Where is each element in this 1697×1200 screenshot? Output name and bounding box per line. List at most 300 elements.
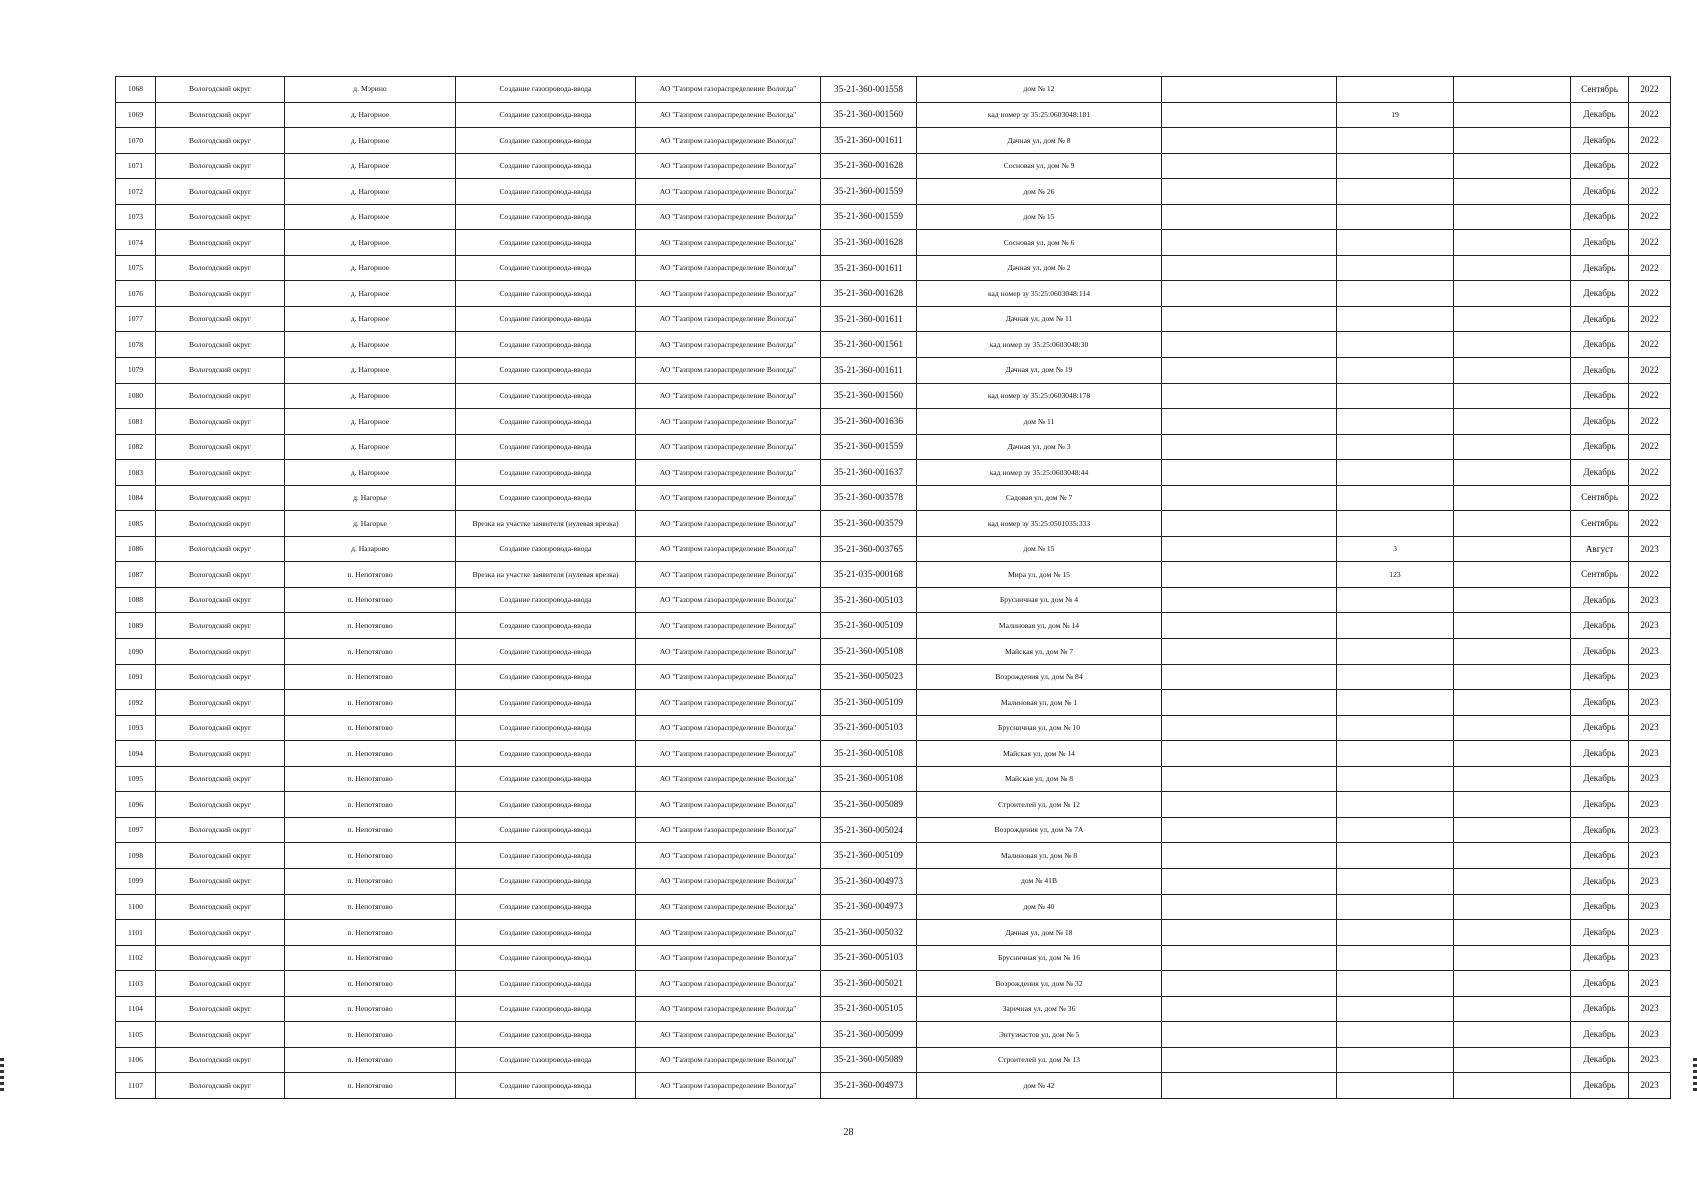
cell-district: Вологодский округ xyxy=(156,894,285,920)
cell-project-code: 35-21-360-001628 xyxy=(821,153,917,179)
cell-project-code: 35-21-360-005103 xyxy=(821,587,917,613)
cell-row-number: 1094 xyxy=(116,741,156,767)
cell-month: Декабрь xyxy=(1571,587,1629,613)
cell-extra-col-2 xyxy=(1454,817,1571,843)
cell-year: 2022 xyxy=(1629,281,1671,307)
cell-address: Брусничная ул, дом № 16 xyxy=(917,945,1162,971)
cell-district: Вологодский округ xyxy=(156,281,285,307)
cell-year: 2022 xyxy=(1629,153,1671,179)
cell-address: Сосновая ул, дом № 9 xyxy=(917,153,1162,179)
cell-settlement: д. Нагорное xyxy=(285,255,456,281)
cell-address: Малиновая ул, дом № 14 xyxy=(917,613,1162,639)
cell-quantity xyxy=(1337,204,1454,230)
cell-address: дом № 12 xyxy=(917,77,1162,103)
cell-month: Декабрь xyxy=(1571,1047,1629,1073)
cell-month: Декабрь xyxy=(1571,741,1629,767)
cell-quantity xyxy=(1337,306,1454,332)
cell-extra-col-2 xyxy=(1454,843,1571,869)
cell-row-number: 1091 xyxy=(116,664,156,690)
cell-row-number: 1070 xyxy=(116,128,156,154)
cell-address: Сосновая ул, дом № 6 xyxy=(917,230,1162,256)
table-row xyxy=(116,843,1671,869)
table-row xyxy=(116,485,1671,511)
cell-year: 2023 xyxy=(1629,766,1671,792)
cell-organization: АО "Газпром газораспределение Вологда" xyxy=(636,102,821,128)
cell-settlement: д. Нагорное xyxy=(285,102,456,128)
cell-settlement: д. Нагорное xyxy=(285,383,456,409)
cell-district: Вологодский округ xyxy=(156,485,285,511)
cell-district: Вологодский округ xyxy=(156,690,285,716)
cell-row-number: 1088 xyxy=(116,587,156,613)
cell-settlement: д. Нагорное xyxy=(285,153,456,179)
cell-work-type: Создание газопровода-ввода xyxy=(456,358,636,384)
cell-project-code: 35-21-360-005089 xyxy=(821,1047,917,1073)
cell-organization: АО "Газпром газораспределение Вологда" xyxy=(636,792,821,818)
table-row xyxy=(116,894,1671,920)
cell-year: 2023 xyxy=(1629,1047,1671,1073)
cell-year: 2022 xyxy=(1629,306,1671,332)
cell-row-number: 1086 xyxy=(116,536,156,562)
cell-quantity xyxy=(1337,894,1454,920)
cell-district: Вологодский округ xyxy=(156,536,285,562)
cell-work-type: Создание газопровода-ввода xyxy=(456,792,636,818)
cell-address: Дачная ул, дом № 19 xyxy=(917,358,1162,384)
cell-quantity xyxy=(1337,843,1454,869)
cell-district: Вологодский округ xyxy=(156,204,285,230)
cell-row-number: 1087 xyxy=(116,562,156,588)
cell-organization: АО "Газпром газораспределение Вологда" xyxy=(636,230,821,256)
cell-month: Декабрь xyxy=(1571,664,1629,690)
cell-settlement: п. Непотягово xyxy=(285,766,456,792)
cell-row-number: 1093 xyxy=(116,715,156,741)
cell-project-code: 35-21-360-005089 xyxy=(821,792,917,818)
cell-address: кад номер зу 35:25:0603048:178 xyxy=(917,383,1162,409)
cell-work-type: Создание газопровода-ввода xyxy=(456,613,636,639)
cell-row-number: 1080 xyxy=(116,383,156,409)
cell-organization: АО "Газпром газораспределение Вологда" xyxy=(636,460,821,486)
table-row xyxy=(116,639,1671,665)
cell-quantity xyxy=(1337,639,1454,665)
cell-settlement: д. Нагорное xyxy=(285,281,456,307)
cell-row-number: 1071 xyxy=(116,153,156,179)
cell-address: Садовая ул, дом № 7 xyxy=(917,485,1162,511)
cell-address: Возрождения ул, дом № 32 xyxy=(917,971,1162,997)
cell-organization: АО "Газпром газораспределение Вологда" xyxy=(636,766,821,792)
cell-district: Вологодский округ xyxy=(156,1047,285,1073)
cell-quantity xyxy=(1337,766,1454,792)
cell-address: Заречная ул, дом № 36 xyxy=(917,996,1162,1022)
cell-extra-col-1 xyxy=(1162,536,1337,562)
cell-month: Декабрь xyxy=(1571,792,1629,818)
cell-project-code: 35-21-360-005109 xyxy=(821,843,917,869)
cell-extra-col-1 xyxy=(1162,894,1337,920)
cell-settlement: п. Непотягово xyxy=(285,690,456,716)
cell-month: Сентябрь xyxy=(1571,485,1629,511)
cell-project-code: 35-21-360-001559 xyxy=(821,204,917,230)
cell-organization: АО "Газпром газораспределение Вологда" xyxy=(636,843,821,869)
cell-extra-col-2 xyxy=(1454,511,1571,537)
cell-work-type: Врезка на участке заявителя (нулевая врезка) xyxy=(456,511,636,537)
cell-quantity xyxy=(1337,817,1454,843)
cell-project-code: 35-21-360-001637 xyxy=(821,460,917,486)
cell-settlement: д. Нагорье xyxy=(285,485,456,511)
cell-organization: АО "Газпром газораспределение Вологда" xyxy=(636,664,821,690)
cell-organization: АО "Газпром газораспределение Вологда" xyxy=(636,1047,821,1073)
cell-month: Декабрь xyxy=(1571,255,1629,281)
cell-district: Вологодский округ xyxy=(156,1022,285,1048)
cell-district: Вологодский округ xyxy=(156,562,285,588)
table-row xyxy=(116,255,1671,281)
cell-work-type: Создание газопровода-ввода xyxy=(456,536,636,562)
cell-settlement: п. Непотягово xyxy=(285,639,456,665)
cell-district: Вологодский округ xyxy=(156,613,285,639)
table-row xyxy=(116,868,1671,894)
cell-month: Сентябрь xyxy=(1571,511,1629,537)
cell-settlement: п. Непотягово xyxy=(285,613,456,639)
cell-row-number: 1107 xyxy=(116,1073,156,1099)
cell-district: Вологодский округ xyxy=(156,715,285,741)
cell-extra-col-2 xyxy=(1454,587,1571,613)
cell-quantity xyxy=(1337,868,1454,894)
cell-extra-col-2 xyxy=(1454,690,1571,716)
cell-extra-col-2 xyxy=(1454,332,1571,358)
cell-settlement: п. Непотягово xyxy=(285,868,456,894)
cell-quantity xyxy=(1337,485,1454,511)
table-row xyxy=(116,1073,1671,1099)
cell-organization: АО "Газпром газораспределение Вологда" xyxy=(636,868,821,894)
cell-project-code: 35-21-360-005109 xyxy=(821,613,917,639)
cell-organization: АО "Газпром газораспределение Вологда" xyxy=(636,409,821,435)
cell-address: Майская ул, дом № 7 xyxy=(917,639,1162,665)
cell-month: Декабрь xyxy=(1571,128,1629,154)
cell-extra-col-2 xyxy=(1454,485,1571,511)
cell-address: кад номер зу 35:25:0603048:30 xyxy=(917,332,1162,358)
cell-year: 2023 xyxy=(1629,971,1671,997)
cell-district: Вологодский округ xyxy=(156,230,285,256)
cell-extra-col-1 xyxy=(1162,690,1337,716)
cell-month: Декабрь xyxy=(1571,868,1629,894)
cell-extra-col-1 xyxy=(1162,868,1337,894)
cell-work-type: Создание газопровода-ввода xyxy=(456,920,636,946)
table-row xyxy=(116,409,1671,435)
cell-quantity xyxy=(1337,383,1454,409)
cell-year: 2022 xyxy=(1629,562,1671,588)
cell-organization: АО "Газпром газораспределение Вологда" xyxy=(636,383,821,409)
cell-organization: АО "Газпром газораспределение Вологда" xyxy=(636,179,821,205)
cell-settlement: п. Непотягово xyxy=(285,715,456,741)
cell-quantity: 3 xyxy=(1337,536,1454,562)
cell-district: Вологодский округ xyxy=(156,945,285,971)
cell-work-type: Создание газопровода-ввода xyxy=(456,204,636,230)
cell-district: Вологодский округ xyxy=(156,255,285,281)
cell-row-number: 1103 xyxy=(116,971,156,997)
table-row xyxy=(116,358,1671,384)
cell-work-type: Создание газопровода-ввода xyxy=(456,409,636,435)
cell-project-code: 35-21-360-003579 xyxy=(821,511,917,537)
cell-work-type: Создание газопровода-ввода xyxy=(456,843,636,869)
cell-project-code: 35-21-360-001560 xyxy=(821,383,917,409)
cell-address: дом № 15 xyxy=(917,536,1162,562)
cell-month: Декабрь xyxy=(1571,409,1629,435)
cell-extra-col-2 xyxy=(1454,1047,1571,1073)
cell-address: кад номер зу 35:25:0603048:114 xyxy=(917,281,1162,307)
cell-settlement: п. Непотягово xyxy=(285,792,456,818)
cell-extra-col-1 xyxy=(1162,920,1337,946)
cell-quantity xyxy=(1337,715,1454,741)
cell-address: Строителей ул, дом № 13 xyxy=(917,1047,1162,1073)
table-row xyxy=(116,613,1671,639)
cell-work-type: Создание газопровода-ввода xyxy=(456,715,636,741)
cell-work-type: Создание газопровода-ввода xyxy=(456,485,636,511)
cell-work-type: Создание газопровода-ввода xyxy=(456,741,636,767)
cell-month: Декабрь xyxy=(1571,894,1629,920)
cell-month: Август xyxy=(1571,536,1629,562)
cell-project-code: 35-21-360-005109 xyxy=(821,690,917,716)
table-row xyxy=(116,332,1671,358)
cell-organization: АО "Газпром газораспределение Вологда" xyxy=(636,281,821,307)
cell-district: Вологодский округ xyxy=(156,766,285,792)
cell-quantity xyxy=(1337,971,1454,997)
cell-quantity xyxy=(1337,409,1454,435)
cell-extra-col-1 xyxy=(1162,741,1337,767)
cell-settlement: д. Нагорное xyxy=(285,409,456,435)
cell-month: Декабрь xyxy=(1571,306,1629,332)
cell-year: 2023 xyxy=(1629,868,1671,894)
table-row xyxy=(116,281,1671,307)
cell-row-number: 1098 xyxy=(116,843,156,869)
cell-extra-col-2 xyxy=(1454,920,1571,946)
cell-row-number: 1072 xyxy=(116,179,156,205)
cell-quantity xyxy=(1337,1073,1454,1099)
cell-extra-col-1 xyxy=(1162,332,1337,358)
cell-year: 2023 xyxy=(1629,945,1671,971)
cell-work-type: Врезка на участке заявителя (нулевая врезка) xyxy=(456,562,636,588)
cell-year: 2022 xyxy=(1629,255,1671,281)
cell-organization: АО "Газпром газораспределение Вологда" xyxy=(636,894,821,920)
cell-month: Декабрь xyxy=(1571,383,1629,409)
cell-extra-col-1 xyxy=(1162,562,1337,588)
table-row xyxy=(116,102,1671,128)
cell-year: 2022 xyxy=(1629,460,1671,486)
cell-quantity: 123 xyxy=(1337,562,1454,588)
cell-extra-col-1 xyxy=(1162,639,1337,665)
cell-address: дом № 11 xyxy=(917,409,1162,435)
cell-organization: АО "Газпром газораспределение Вологда" xyxy=(636,511,821,537)
cell-year: 2022 xyxy=(1629,358,1671,384)
cell-year: 2022 xyxy=(1629,77,1671,103)
cell-settlement: д. Нагорное xyxy=(285,306,456,332)
cell-project-code: 35-21-360-005023 xyxy=(821,664,917,690)
cell-organization: АО "Газпром газораспределение Вологда" xyxy=(636,1073,821,1099)
cell-extra-col-1 xyxy=(1162,1022,1337,1048)
cell-address: дом № 42 xyxy=(917,1073,1162,1099)
table-row xyxy=(116,766,1671,792)
cell-extra-col-1 xyxy=(1162,306,1337,332)
table-row xyxy=(116,741,1671,767)
cell-extra-col-2 xyxy=(1454,536,1571,562)
cell-organization: АО "Газпром газораспределение Вологда" xyxy=(636,639,821,665)
cell-project-code: 35-21-360-005108 xyxy=(821,766,917,792)
cell-quantity xyxy=(1337,460,1454,486)
cell-district: Вологодский округ xyxy=(156,843,285,869)
cell-address: Дачная ул, дом № 18 xyxy=(917,920,1162,946)
cell-district: Вологодский округ xyxy=(156,153,285,179)
cell-organization: АО "Газпром газораспределение Вологда" xyxy=(636,204,821,230)
cell-organization: АО "Газпром газораспределение Вологда" xyxy=(636,920,821,946)
cell-work-type: Создание газопровода-ввода xyxy=(456,460,636,486)
cell-extra-col-2 xyxy=(1454,1022,1571,1048)
cell-project-code: 35-21-360-003765 xyxy=(821,536,917,562)
cell-extra-col-2 xyxy=(1454,255,1571,281)
cell-year: 2022 xyxy=(1629,332,1671,358)
cell-settlement: п. Непотягово xyxy=(285,894,456,920)
cell-district: Вологодский округ xyxy=(156,639,285,665)
cell-quantity xyxy=(1337,332,1454,358)
cell-year: 2022 xyxy=(1629,179,1671,205)
cell-work-type: Создание газопровода-ввода xyxy=(456,894,636,920)
cell-address: Малиновая ул, дом № 8 xyxy=(917,843,1162,869)
cell-district: Вологодский округ xyxy=(156,741,285,767)
cell-work-type: Создание газопровода-ввода xyxy=(456,306,636,332)
cell-year: 2023 xyxy=(1629,1022,1671,1048)
cell-extra-col-2 xyxy=(1454,383,1571,409)
cell-settlement: д. Нагорное xyxy=(285,434,456,460)
cell-settlement: п. Непотягово xyxy=(285,920,456,946)
cell-organization: АО "Газпром газораспределение Вологда" xyxy=(636,817,821,843)
cell-settlement: д. Нагорное xyxy=(285,358,456,384)
cell-extra-col-2 xyxy=(1454,894,1571,920)
cell-month: Декабрь xyxy=(1571,1022,1629,1048)
cell-address: Майская ул, дом № 8 xyxy=(917,766,1162,792)
cell-district: Вологодский округ xyxy=(156,409,285,435)
cell-extra-col-1 xyxy=(1162,613,1337,639)
cell-quantity xyxy=(1337,690,1454,716)
table-row xyxy=(116,690,1671,716)
table-row xyxy=(116,587,1671,613)
cell-extra-col-1 xyxy=(1162,204,1337,230)
cell-extra-col-2 xyxy=(1454,971,1571,997)
cell-address: Дачная ул, дом № 3 xyxy=(917,434,1162,460)
cell-row-number: 1095 xyxy=(116,766,156,792)
cell-year: 2022 xyxy=(1629,128,1671,154)
cell-row-number: 1089 xyxy=(116,613,156,639)
cell-extra-col-1 xyxy=(1162,255,1337,281)
cell-district: Вологодский округ xyxy=(156,511,285,537)
cell-extra-col-2 xyxy=(1454,128,1571,154)
cell-row-number: 1100 xyxy=(116,894,156,920)
cell-month: Декабрь xyxy=(1571,639,1629,665)
table-row xyxy=(116,306,1671,332)
cell-organization: АО "Газпром газораспределение Вологда" xyxy=(636,945,821,971)
cell-settlement: д. Назарово xyxy=(285,536,456,562)
cell-address: Брусничная ул, дом № 10 xyxy=(917,715,1162,741)
cell-extra-col-2 xyxy=(1454,613,1571,639)
cell-project-code: 35-21-360-005108 xyxy=(821,639,917,665)
cell-project-code: 35-21-360-001611 xyxy=(821,358,917,384)
cell-extra-col-1 xyxy=(1162,945,1337,971)
cell-extra-col-1 xyxy=(1162,153,1337,179)
cell-address: Майская ул, дом № 14 xyxy=(917,741,1162,767)
cell-quantity xyxy=(1337,1047,1454,1073)
cell-extra-col-2 xyxy=(1454,434,1571,460)
cell-district: Вологодский округ xyxy=(156,102,285,128)
cell-year: 2023 xyxy=(1629,792,1671,818)
cell-year: 2023 xyxy=(1629,613,1671,639)
cell-quantity xyxy=(1337,920,1454,946)
cell-work-type: Создание газопровода-ввода xyxy=(456,664,636,690)
cell-project-code: 35-21-360-005099 xyxy=(821,1022,917,1048)
table-row xyxy=(116,817,1671,843)
cell-year: 2023 xyxy=(1629,843,1671,869)
cell-month: Декабрь xyxy=(1571,358,1629,384)
cell-extra-col-1 xyxy=(1162,102,1337,128)
cell-organization: АО "Газпром газораспределение Вологда" xyxy=(636,562,821,588)
cell-address: дом № 15 xyxy=(917,204,1162,230)
table-row xyxy=(116,945,1671,971)
table-row xyxy=(116,511,1671,537)
cell-settlement: п. Непотягово xyxy=(285,664,456,690)
cell-year: 2023 xyxy=(1629,741,1671,767)
cell-district: Вологодский округ xyxy=(156,332,285,358)
cell-quantity xyxy=(1337,511,1454,537)
cell-project-code: 35-21-360-005032 xyxy=(821,920,917,946)
cell-settlement: д. Нагорное xyxy=(285,332,456,358)
cell-organization: АО "Газпром газораспределение Вологда" xyxy=(636,153,821,179)
cell-extra-col-2 xyxy=(1454,664,1571,690)
cell-address: кад номер зу 35:25:0603048:44 xyxy=(917,460,1162,486)
cell-settlement: п. Непотягово xyxy=(285,741,456,767)
cell-project-code: 35-21-360-005021 xyxy=(821,971,917,997)
cell-work-type: Создание газопровода-ввода xyxy=(456,817,636,843)
cell-work-type: Создание газопровода-ввода xyxy=(456,434,636,460)
margin-mark-left xyxy=(0,1058,4,1092)
cell-organization: АО "Газпром газораспределение Вологда" xyxy=(636,536,821,562)
cell-project-code: 35-21-360-003578 xyxy=(821,485,917,511)
cell-month: Декабрь xyxy=(1571,281,1629,307)
cell-row-number: 1074 xyxy=(116,230,156,256)
cell-work-type: Создание газопровода-ввода xyxy=(456,996,636,1022)
cell-year: 2023 xyxy=(1629,639,1671,665)
cell-work-type: Создание газопровода-ввода xyxy=(456,255,636,281)
cell-month: Декабрь xyxy=(1571,971,1629,997)
cell-extra-col-2 xyxy=(1454,460,1571,486)
cell-extra-col-2 xyxy=(1454,996,1571,1022)
cell-year: 2022 xyxy=(1629,409,1671,435)
cell-extra-col-1 xyxy=(1162,358,1337,384)
cell-address: Возрождения ул, дом № 7А xyxy=(917,817,1162,843)
cell-quantity xyxy=(1337,996,1454,1022)
cell-work-type: Создание газопровода-ввода xyxy=(456,128,636,154)
cell-organization: АО "Газпром газораспределение Вологда" xyxy=(636,485,821,511)
cell-organization: АО "Газпром газораспределение Вологда" xyxy=(636,996,821,1022)
cell-extra-col-2 xyxy=(1454,766,1571,792)
cell-address: кад номер зу 35:25:0501035:333 xyxy=(917,511,1162,537)
cell-district: Вологодский округ xyxy=(156,434,285,460)
cell-extra-col-1 xyxy=(1162,1073,1337,1099)
cell-district: Вологодский округ xyxy=(156,460,285,486)
cell-settlement: п. Непотягово xyxy=(285,971,456,997)
cell-district: Вологодский округ xyxy=(156,77,285,103)
table-row xyxy=(116,128,1671,154)
cell-work-type: Создание газопровода-ввода xyxy=(456,102,636,128)
cell-row-number: 1075 xyxy=(116,255,156,281)
cell-quantity xyxy=(1337,153,1454,179)
cell-project-code: 35-21-360-001558 xyxy=(821,77,917,103)
cell-settlement: п. Непотягово xyxy=(285,1022,456,1048)
cell-project-code: 35-21-360-005024 xyxy=(821,817,917,843)
cell-extra-col-1 xyxy=(1162,128,1337,154)
cell-extra-col-1 xyxy=(1162,383,1337,409)
